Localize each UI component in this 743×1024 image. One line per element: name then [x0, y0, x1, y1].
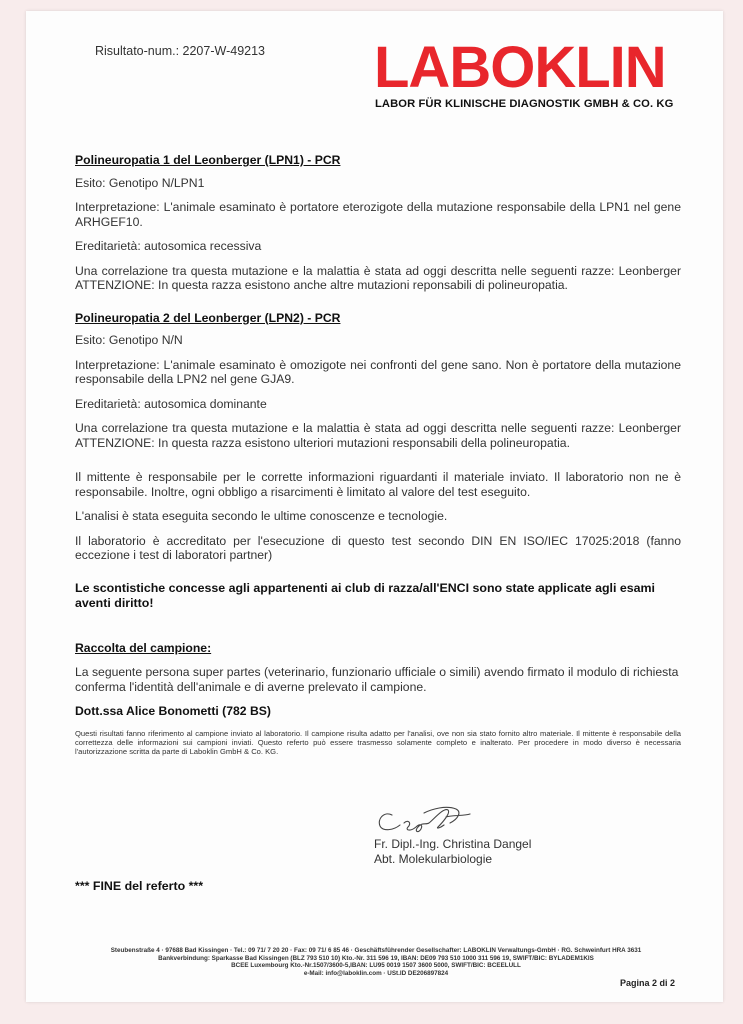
result-number: Risultato-num.: 2207-W-49213 — [95, 44, 265, 58]
footer-bank-1: Bankverbindung: Sparkasse Bad Kissingen (BLZ 793 510 10) Kto.-Nr. 311 596 19, IBAN: DE09 793 510 1000 311 596 19, SWIFT/BIC: BYLADEM1KIS — [158, 954, 594, 962]
heredity-lpn1: Ereditarietà: autosomica recessiva — [75, 239, 262, 253]
fine-print: Questi risultati fanno riferimento al campione inviato al laboratorio. Il campione risulta adatto per l'analisi, ove non sia stato fornito altro materiale. Il mittente è responsabile della correttezza delle informazioni sui campioni inviati. Questo referto può essere trasmesso solamente completo e inalterato. Per procedere in modo diverso è necessaria l'autorizzazione scritta da parte di Laboklin GmbH & Co. KG. — [75, 728, 681, 756]
sample-text: La seguente persona super partes (veterinario, funzionario ufficiale o simili) avendo firmato il modulo di richiesta conferma l'identità dell'animale e di averne prelevato il campione. — [75, 665, 679, 694]
sample-title: Raccolta del campione: — [75, 640, 212, 655]
discount-note: Le scontistiche concesse agli appartenenti ai club di razza/all'ENCI sono state applicate agli esami aventi diritto! — [75, 580, 655, 610]
footer-bank-2: BCEE Luxembourg Kto.-Nr.1507/3600-5,IBAN: LU95 0019 1507 3600 5000, SWIFT/BIC: BCEELULL — [231, 962, 521, 970]
footer-address: Steubenstraße 4 · 97688 Bad Kissingen · Tel.: 09 71/ 7 20 20 · Fax: 09 71/ 6 85 46 · Geschäftsführender Gesellschafter: LABOKLIN Verwaltungs-GmbH · RG. Schweinfurt HRA 3631 — [110, 947, 642, 954]
page-number: Pagina 2 di 2 — [620, 978, 676, 988]
signatory-department: Abt. Molekularbiologie — [374, 852, 493, 866]
sample-collector: Dott.ssa Alice Bonometti (782 BS) — [75, 704, 271, 718]
accreditation-note: Il laboratorio è accreditato per l'esecuzione di questo test secondo DIN EN ISO/IEC 17025:2018 (fanno eccezione i test di laboratori partner) — [75, 533, 681, 562]
signatory — [374, 837, 531, 867]
heredity-lpn2: Ereditarietà: autosomica dominante — [75, 396, 267, 411]
correlation-lpn2: Una correlazione tra questa mutazione e la malattia è stata ad oggi descritta nelle seguenti razze: Leonberger ATTENZIONE: In questa razza esistono ulteriori mutazioni responsabili della polineuropatia. — [75, 421, 681, 450]
section-title-lpn1: Polineuropatia 1 del Leonberger (LPN1) - PCR — [75, 153, 341, 167]
laboklin-logo: LABOKLIN — [374, 35, 666, 100]
interpretation-lpn2: Interpretazione: L'animale esaminato è omozigote nei confronti del gene sano. Non è portatore della mutazione responsabile della LPN2 nel gene GJA9. — [75, 357, 681, 386]
report-end: *** FINE del referto *** — [75, 879, 204, 893]
signatory-name: Fr. Dipl.-Ing. Christina Dangel — [374, 837, 532, 851]
result-lpn2: Esito: Genotipo N/N — [75, 333, 183, 347]
result-lpn1: Esito: Genotipo N/LPN1 — [75, 175, 205, 190]
logo-tagline: LABOR FÜR KLINISCHE DIAGNOSTIK GMBH & CO. KG — [375, 98, 674, 110]
document-page — [26, 11, 723, 1002]
section-title-lpn2: Polineuropatia 2 del Leonberger (LPN2) - PCR — [75, 310, 341, 325]
report-body — [75, 153, 681, 756]
signature-image — [374, 801, 474, 837]
correlation-lpn1: Una correlazione tra questa mutazione e la malattia è stata ad oggi descritta nelle seguenti razze: Leonberger ATTENZIONE: In questa razza esistono anche altre mutazioni reponsabili di polineuropatia. — [75, 263, 681, 292]
analysis-note: L'analisi è stata eseguita secondo le ultime conoscenze e tecnologie. — [75, 509, 448, 523]
footer-contact: e-Mail: info@laboklin.com · USt.ID DE206897824 — [303, 969, 449, 977]
interpretation-lpn1: Interpretazione: L'animale esaminato è portatore eterozigote della mutazione responsabile della LPN1 nel gene ARHGEF10. — [75, 200, 681, 229]
company-footer — [66, 947, 686, 977]
responsibility-note: Il mittente è responsabile per le corrette informazioni riguardanti il materiale inviato. Il laboratorio non ne è responsabile. Inoltre, ogni obbligo a risarcimenti è limitato al valore del test eseguito. — [75, 470, 681, 499]
